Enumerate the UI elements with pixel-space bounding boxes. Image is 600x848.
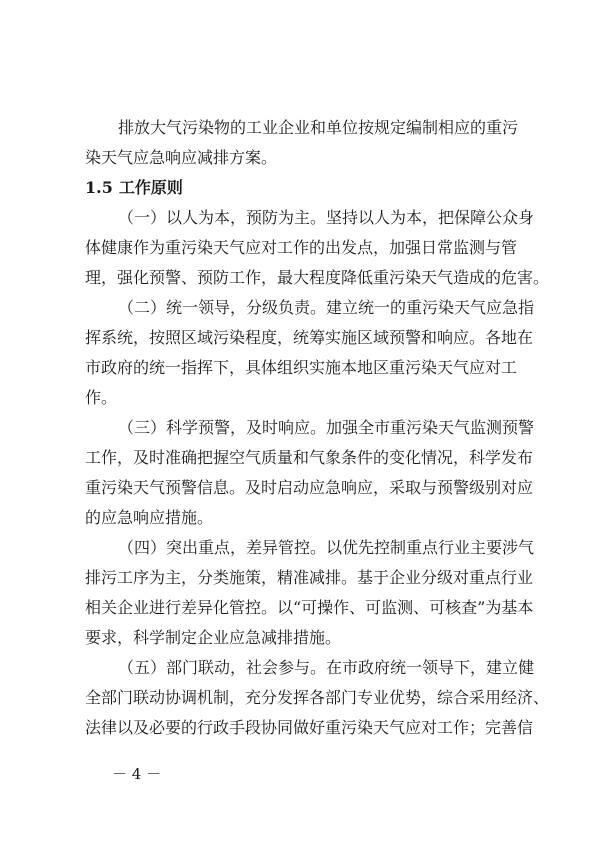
text-line: 重污染天气预警信息。及时启动应急响应，采取与预警级别对应 (85, 478, 534, 497)
text-line: 的应急响应措施。 (85, 508, 214, 527)
text-line: 体健康作为重污染天气应对工作的出发点，加强日常监测与管 (85, 238, 518, 257)
text-line: 排污工序为主，分类施策，精准减排。基于企业分级对重点行业 (85, 568, 534, 587)
text-line: （五）部门联动，社会参与。在市政府统一领导下，建立健 (118, 658, 535, 677)
text-line: 挥系统，按照区域污染程度，统筹实施区域预警和响应。各地在 (85, 328, 534, 347)
section-title: 工作原则 (118, 178, 183, 197)
section-heading (85, 178, 183, 198)
text-line: （三）科学预警，及时响应。加强全市重污染天气监测预警 (118, 418, 535, 437)
text-line: 市政府的统一指挥下，具体组织实施本地区重污染天气应对工 (85, 358, 518, 377)
section-number: 1.5 (85, 178, 113, 197)
text-line: 作。 (85, 388, 118, 407)
text-line: （四）突出重点，差异管控。以优先控制重点行业主要涉气 (118, 538, 535, 557)
text-line: （一）以人为本，预防为主。坚持以人为本，把保障公众身 (118, 208, 535, 227)
text-line: 染天气应急响应减排方案。 (85, 148, 278, 167)
text-line: 相关企业进行差异化管控。以“可操作、可监测、可核查”为基本 (85, 598, 534, 617)
text-line: 要求，科学制定企业应急减排措施。 (85, 628, 342, 647)
text-line: 理，强化预警、预防工作，最大程度降低重污染天气造成的危害。 (85, 268, 550, 287)
text-line: 法律以及必要的行政手段协同做好重污染天气应对工作；完善信 (85, 718, 534, 737)
text-line: （二）统一领导，分级负责。建立统一的重污染天气应急指 (118, 298, 535, 317)
text-line: 排放大气污染物的工业企业和单位按规定编制相应的重污 (118, 118, 519, 137)
text-line: 全部门联动协调机制，充分发挥各部门专业优势，综合采用经济、 (85, 688, 550, 707)
page-number: － 4 － (112, 765, 162, 783)
text-line: 工作，及时准确把握空气质量和气象条件的变化情况，科学发布 (85, 448, 534, 467)
